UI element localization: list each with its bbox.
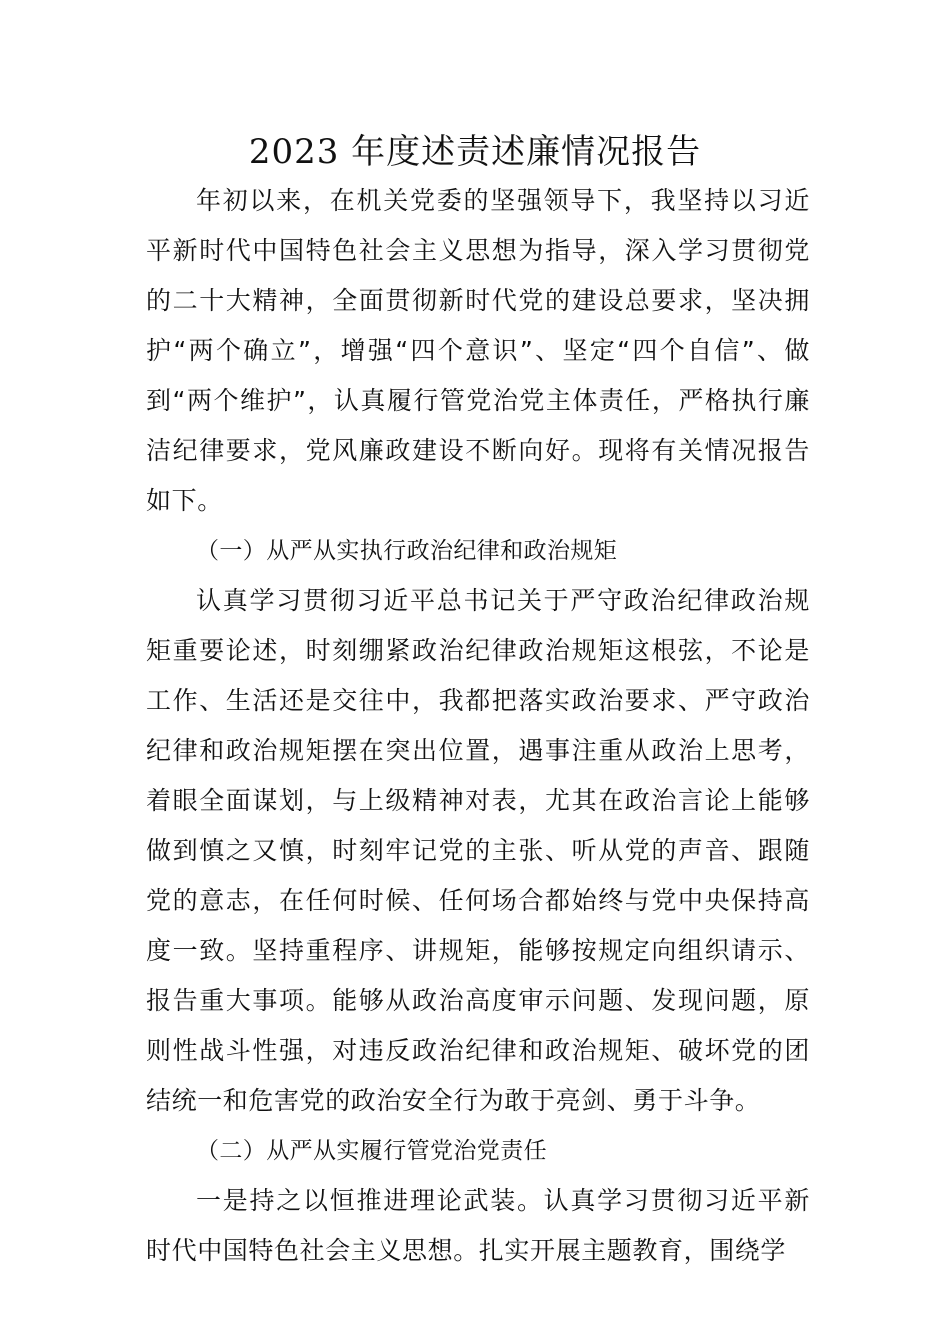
document-title: 2023 年度述责述廉情况报告 — [248, 132, 702, 172]
section-heading-2: （二）从严从实履行管党治党责任 — [196, 1138, 547, 1164]
section-heading-1: （一）从严从实执行政治纪律和政治规矩 — [196, 538, 618, 564]
section-2-paragraph: 一是持之以恒推进理论武装。认真学习贯彻习近平新时代中国特色社会主义思想。扎实开展主题教育，围绕学 — [146, 1186, 810, 1265]
section-1-paragraph: 认真学习贯彻习近平总书记关于严守政治纪律政治规矩重要论述，时刻绷紧政治纪律政治规矩这根弦，不论是工作、生活还是交往中，我都把落实政治要求、严守政治纪律和政治规矩摆在突出位置，遇事注重从政治上思考，着眼全面谋划，与上级精神对表，尤其在政治言论上能够做到慎之又慎，时刻牢记党的主张、听从党的声音、跟随党的意志，在任何时候、任何场合都始终与党中央保持高度一致。坚持重程序、讲规矩，能够按规定向组织请示、报告重大事项。能够从政治高度审示问题、发现问题，原则性战斗性强，对违反政治纪律和政治规矩、破坏党的团结统一和危害党的政治安全行为敢于亮剑、勇于斗争。 — [146, 586, 810, 1115]
intro-paragraph: 年初以来，在机关党委的坚强领导下，我坚持以习近平新时代中国特色社会主义思想为指导，深入学习贯彻党的二十大精神，全面贯彻新时代党的建设总要求，坚决拥护“两个确立”，增强“四个意识”、坚定“四个自信”、做到“两个维护”，认真履行管党治党主体责任，严格执行廉洁纪律要求，党风廉政建设不断向好。现将有关情况报告如下。 — [146, 186, 810, 515]
document-body — [146, 176, 810, 1276]
